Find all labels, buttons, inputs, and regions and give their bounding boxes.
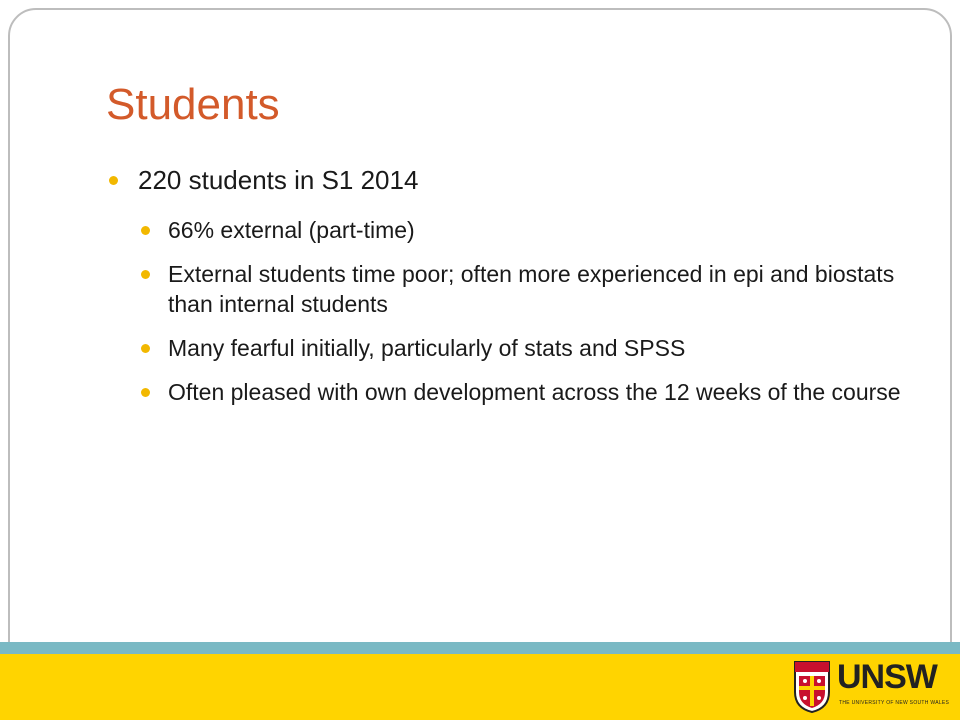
bullet-text: 220 students in S1 2014 xyxy=(138,165,419,195)
bullet-list xyxy=(106,163,906,421)
slide-title: Students xyxy=(106,80,280,129)
bullet-text: External students time poor; often more experienced in epi and biostats than internal students xyxy=(168,261,895,317)
logo-subtext: THE UNIVERSITY OF NEW SOUTH WALES xyxy=(839,700,950,706)
bullet-dot-icon xyxy=(141,226,150,235)
sub-bullet-item xyxy=(106,333,906,363)
footer-stripe xyxy=(0,642,960,654)
bullet-dot-icon xyxy=(141,270,150,279)
bullet-dot-icon xyxy=(141,388,150,397)
sub-bullet-item xyxy=(106,215,906,245)
bullet-text: Many fearful initially, particularly of stats and SPSS xyxy=(168,335,686,361)
bullet-dot-icon xyxy=(109,176,118,185)
unsw-logo xyxy=(793,656,953,718)
university-crest-icon xyxy=(793,660,831,714)
sub-bullet-item xyxy=(106,377,906,407)
bullet-text: Often pleased with own development across the 12 weeks of the course xyxy=(168,379,901,405)
bullet-text: 66% external (part-time) xyxy=(168,217,415,243)
sub-bullet-item xyxy=(106,259,906,319)
logo-wordmark: UNSW xyxy=(837,658,937,696)
bullet-dot-icon xyxy=(141,344,150,353)
bullet-item xyxy=(106,163,906,197)
